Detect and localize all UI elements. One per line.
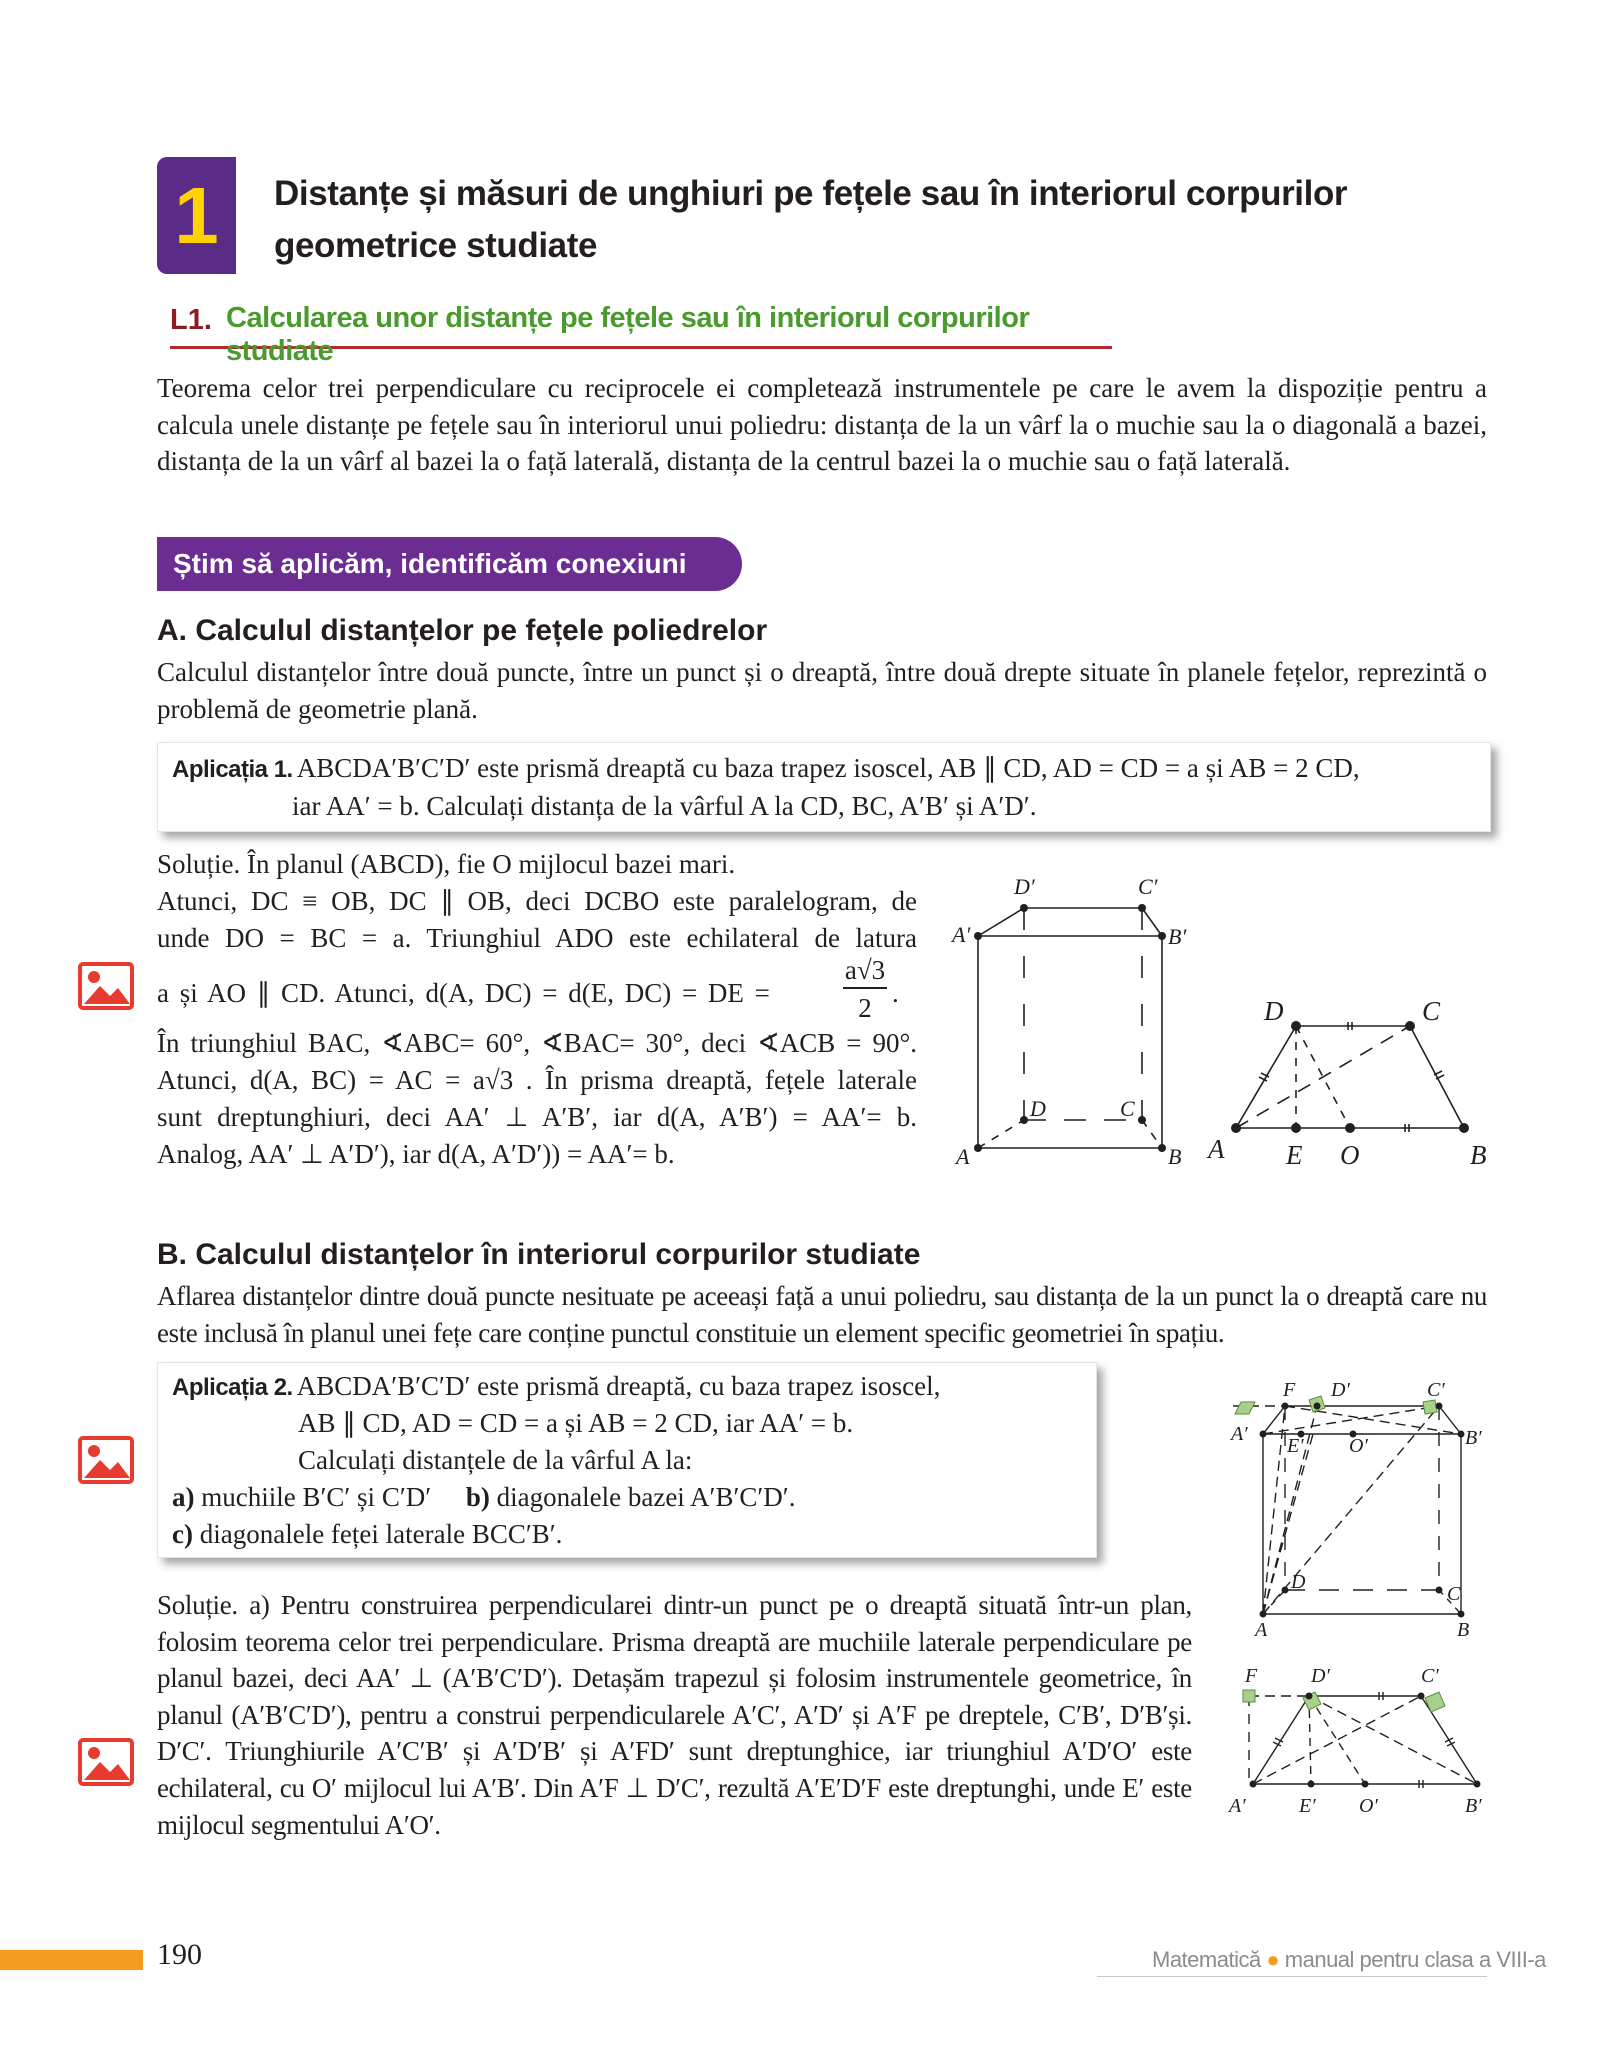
image-gallery-icon[interactable]	[78, 962, 134, 1010]
item-key: c)	[172, 1519, 193, 1549]
vertex-label: D′	[1014, 874, 1035, 899]
solution-2: Soluție. a) Pentru construirea perpendicularei dintr-un punct pe o dreaptă situată într-un plan, folosim teorema celor trei perpendiculare. Prisma dreaptă are muchiile laterale perpendiculare pe planul bazei, deci AA′ ⊥ (A′B′C′D′). Detașăm trapezul și folosim instrumentele geometrice, în planul (A′B′C′D′), pentru a construi perpendicularele A′C′, A′D′ și A′F pe dreptele, C′B′, D′B′și. D′C′. Triunghiurile A′C′B′ și A′D′B′ și A′FD′ sunt dreptunghice, iar triunghiul A′D′O′ este echilateral, cu O′ mijlocul lui A′B′. Din A′F ⊥ D′C′, rezultă A′E′D′F este dreptunghi, unde E′ este mijlocul segmentului A′O′.	[157, 1590, 1192, 1840]
solution-1: Soluție. În planul (ABCD), fie O mijlocul bazei mari. Atunci, DC ≡ OB, DC ∥ OB, deci DCBO este paralelogram, de unde DO = BC = a. Triunghiul ADO este echilateral de latura a și AO ∥ CD. Atunci, d(A, DC) = d(E, DC) = DE = a√3 2 . În triunghiul BAC, ∢ABC= 60°, ∢BAC= 30°, deci ∢ACB = 90°. Atunci, d(A, BC) = AC = a√3 . În prisma dreaptă, fețele laterale sunt dreptunghiuri, deci AA′ ⊥ A′B′, iar d(A, A′B′) = AA′= b. Analog, AA′ ⊥ A′D′), iar d(A, A′D′)) = AA′= b.	[157, 846, 917, 1173]
vertex-label: B	[1470, 1140, 1487, 1170]
application-1-line2: iar AA′ = b. Calculați distanța de la vârful A la CD, BC, A′B′ și A′D′.	[292, 791, 1037, 821]
vertex-label: C	[1422, 996, 1441, 1026]
vertex-label: D′	[1331, 1379, 1350, 1401]
solution-1-line: sunt dreptunghiuri, deci AA′ ⊥ A′B′, iar d(A, A′B′) = AA′= b.	[157, 1102, 917, 1132]
prism-figure-3	[1225, 1378, 1490, 1648]
application-2-box	[157, 1362, 1097, 1558]
application-2-line2: AB ∥ CD, AD = CD = a și AB = 2 CD, iar AA′ = b.	[298, 1408, 854, 1438]
section-a-heading: A. Calculul distanțelor pe fețele poliedrelor	[157, 614, 768, 647]
trapezoid-figure-4	[1225, 1652, 1490, 1822]
application-2-line3: Calculați distanțele de la vârful A la:	[298, 1445, 693, 1475]
prism-figure-1	[948, 872, 1198, 1172]
footer-subject: Matematică	[1152, 1947, 1261, 1972]
vertex-label: D	[1264, 996, 1284, 1026]
vertex-label: A	[1255, 1619, 1268, 1641]
application-1-line1: ABCDA′B′C′D′ este prismă dreaptă cu baza trapez isoscel, AB ∥ CD, AD = CD = a și AB = 2 CD,	[296, 753, 1360, 783]
section-b-heading: B. Calculul distanțelor în interiorul corpurilor studiate	[157, 1238, 921, 1271]
chapter-title: Distanțe și măsuri de unghiuri pe fețele sau în interiorul corpurilor geometrice studiate	[274, 174, 1348, 265]
vertex-label: B	[1168, 1144, 1182, 1169]
vertex-label: A	[956, 1144, 970, 1169]
solution-1-line: Analog, AA′ ⊥ A′D′), iar d(A, A′D′)) = AA′= b.	[157, 1139, 675, 1169]
footer-manual: manual pentru clasa a VIII-a	[1284, 1947, 1546, 1972]
footer-dot-icon: ●	[1266, 1947, 1280, 1972]
solution-1-line: Atunci, DC ≡ OB, DC ∥ OB, deci DCBO este paralelogram, de	[157, 886, 917, 916]
vertex-label: E	[1286, 1140, 1303, 1170]
item-a-text: muchiile B′C′ și C′D′	[201, 1482, 432, 1512]
solution-1-line: În triunghiul BAC, ∢ABC= 60°, ∢BAC= 30°, deci ∢ACB = 90°.	[157, 1028, 917, 1058]
vertex-label: B	[1457, 1619, 1470, 1641]
image-gallery-icon[interactable]	[78, 1436, 134, 1484]
vertex-label: B′	[1465, 1795, 1482, 1817]
chapter-number-badge	[157, 157, 236, 274]
vertex-label: C′	[1421, 1665, 1439, 1687]
vertex-label: D	[1030, 1096, 1046, 1121]
vertex-label: E′	[1299, 1795, 1316, 1817]
footer-book-title	[1152, 1947, 1546, 1973]
item-key: b)	[465, 1482, 490, 1512]
image-gallery-icon[interactable]	[78, 1738, 134, 1786]
chapter-number: 1	[174, 170, 219, 260]
trapezoid-figure-2	[1196, 990, 1496, 1170]
vertex-label: E′	[1287, 1435, 1304, 1457]
section-a-text: Calculul distanțelor între două puncte, între un punct și o dreaptă, între două drepte situate în planele fețelor, reprezintă o problemă de geometrie plană.	[157, 657, 1487, 724]
vertex-label: A′	[1229, 1795, 1246, 1817]
fraction-denominator: 2	[858, 993, 872, 1023]
vertex-label: C	[1447, 1583, 1461, 1605]
lesson-header	[170, 300, 1112, 367]
solution-1-line: a și AO ∥ CD. Atunci, d(A, DC) = d(E, DC) = DE =	[157, 978, 770, 1008]
application-1-box	[157, 742, 1491, 832]
lesson-title: Calcularea unor distanțe pe fețele sau în interiorul corpurilor studiate	[226, 302, 1030, 367]
lesson-tag: L1.	[170, 304, 212, 336]
vertex-label: B′	[1465, 1427, 1482, 1449]
application-2-label: Aplicația 2.	[172, 1374, 293, 1401]
vertex-label: A	[1208, 1134, 1225, 1164]
vertex-label: D′	[1311, 1665, 1330, 1687]
vertex-label: O′	[1359, 1795, 1378, 1817]
vertex-label: C′	[1138, 874, 1158, 899]
solution-1-line: unde DO = BC = a. Triunghiul ADO este echilateral de latura	[157, 923, 917, 953]
application-1-label: Aplicația 1.	[172, 756, 293, 783]
section-b-text: Aflarea distanțelor dintre două puncte nesituate pe aceeași față a unui poliedru, sau distanța de la un punct la o dreaptă care nu este inclusă în planul unei fețe care conține punctul constituie un element specific geometriei în spațiu.	[157, 1281, 1487, 1348]
vertex-label: C′	[1427, 1379, 1445, 1401]
intro-paragraph: Teorema celor trei perpendiculare cu reciprocele ei completează instrumentele pe care le avem la dispoziție pentru a calcula unele distanțe pe fețele sau în interiorul unui poliedru: distanța de la un vârf la o muchie sau la o diagonală a bazei, distanța de la un vârf al bazei la o față laterală, distanța de la centrul bazei la o muchie sau o față laterală.	[157, 373, 1487, 476]
vertex-label: B′	[1168, 924, 1187, 949]
item-key: a)	[172, 1482, 195, 1512]
vertex-label: O	[1340, 1140, 1360, 1170]
solution-1-line: Soluție. În planul (ABCD), fie O mijlocul bazei mari.	[157, 849, 736, 879]
footer-accent-bar	[0, 1950, 143, 1970]
vertex-label: C	[1120, 1096, 1135, 1121]
page-number: 190	[157, 1938, 202, 1971]
vertex-label: D	[1291, 1571, 1306, 1593]
footer-divider	[1097, 1976, 1487, 1977]
vertex-label: F	[1283, 1379, 1296, 1401]
application-2-line1: ABCDA′B′C′D′ este prismă dreaptă, cu baza trapez isoscel,	[296, 1371, 941, 1401]
vertex-label: A′	[952, 922, 971, 947]
vertex-label: F	[1245, 1665, 1258, 1687]
solution-1-line: Atunci, d(A, BC) = AC = a√3 . În prisma dreaptă, fețele laterale	[157, 1065, 917, 1095]
vertex-label: O′	[1349, 1435, 1368, 1457]
section-pill: Știm să aplicăm, identificăm conexiuni	[157, 537, 742, 591]
vertex-label: A′	[1231, 1423, 1248, 1445]
fraction-numerator: a√3	[843, 953, 887, 989]
item-b-text: diagonalele bazei A′B′C′D′.	[496, 1482, 796, 1512]
item-c-text: diagonalele feței laterale BCC′B′.	[199, 1519, 563, 1549]
